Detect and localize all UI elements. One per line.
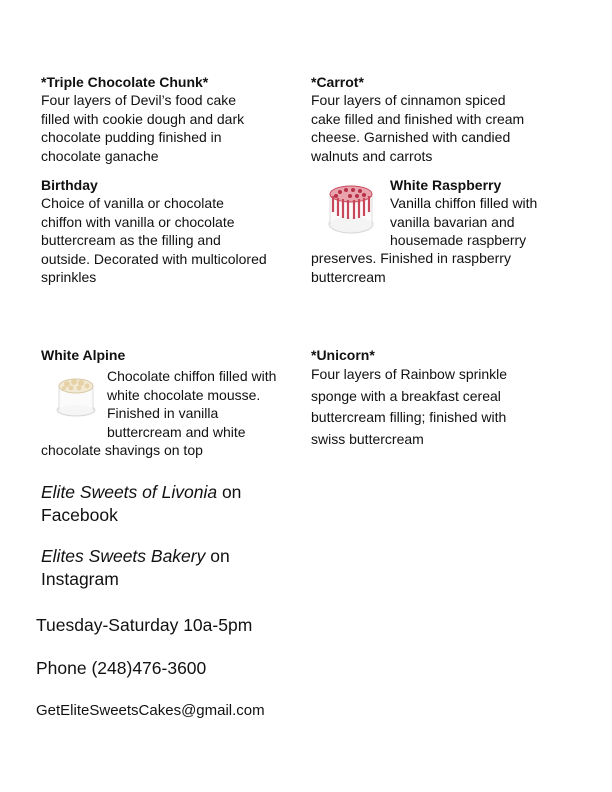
white-alpine-cake-image [54,372,98,423]
white-raspberry-cake-image [324,180,378,241]
item-description [311,91,524,165]
description-line: Four layers of Rainbow sprinkle [311,366,508,382]
description-line: chocolate pudding finished in [41,129,222,145]
description-line: buttercream as the filling and [41,232,221,248]
instagram-account-name: Elites Sweets Bakery [41,546,206,566]
description-line: walnuts and carrots [311,147,433,164]
item-title: White Alpine [41,347,126,363]
facebook-on-text: on [217,482,242,502]
description-line: Chocolate chiffon filled with [107,368,277,384]
description-line: buttercream filling; finished with [311,409,507,425]
item-description [311,364,507,450]
email-address: GetEliteSweetsCakes@gmail.com [36,702,265,719]
item-description-wrapped-lower [311,249,511,286]
item-description-wrapped-lower [41,441,203,460]
description-line: buttercream [311,268,386,285]
item-description-wrapped-upper [107,367,276,441]
description-line: Vanilla chiffon filled with [390,195,538,211]
item-white-alpine [41,346,125,364]
description-line: cheese. Garnished with candied [311,129,511,145]
description-line: outside. Decorated with multicolored [41,250,267,267]
instagram-on-text: on [205,546,230,566]
item-birthday [41,176,267,287]
description-line: chocolate ganache [41,147,159,164]
item-title: *Unicorn* [311,347,375,363]
description-line: sprinkles [41,269,97,285]
description-line: filled with cookie dough and dark [41,110,245,127]
item-white-raspberry [390,176,501,194]
item-description [41,91,244,165]
description-line: sponge with a breakfast cereal [311,387,501,404]
item-title: *Triple Chocolate Chunk* [41,74,209,90]
facebook-platform: Facebook [41,505,118,525]
item-title: *Carrot* [311,74,364,90]
business-hours: Tuesday-Saturday 10a-5pm [36,615,253,635]
description-line: Choice of vanilla or chocolate [41,195,224,211]
description-line: cake filled and finished with cream [311,110,525,127]
item-triple-chocolate-chunk [41,73,244,165]
item-unicorn [311,346,507,450]
item-title: Birthday [41,177,98,193]
description-line: vanilla bavarian and [390,213,515,230]
facebook-page-name: Elite Sweets of Livonia [41,482,218,502]
description-line: swiss buttercream [311,430,424,447]
instagram-platform: Instagram [41,569,119,589]
description-line: preserves. Finished in raspberry [311,250,511,266]
item-description [41,194,267,287]
description-line: Four layers of cinnamon spiced [311,92,506,108]
description-line: housemade raspberry [390,232,527,248]
instagram-info [41,545,230,591]
description-line: buttercream and white [107,423,246,440]
item-description-wrapped-upper [390,194,537,250]
phone-number: Phone (248)476-3600 [36,658,207,678]
item-title: White Raspberry [390,177,502,193]
description-line: chocolate shavings on top [41,442,203,458]
description-line: Four layers of Devil’s food cake [41,92,237,108]
facebook-info [41,481,241,527]
item-carrot [311,73,524,165]
description-line: chiffon with vanilla or chocolate [41,213,235,230]
description-line: white chocolate mousse. [107,386,261,403]
description-line: Finished in vanilla [107,405,219,421]
